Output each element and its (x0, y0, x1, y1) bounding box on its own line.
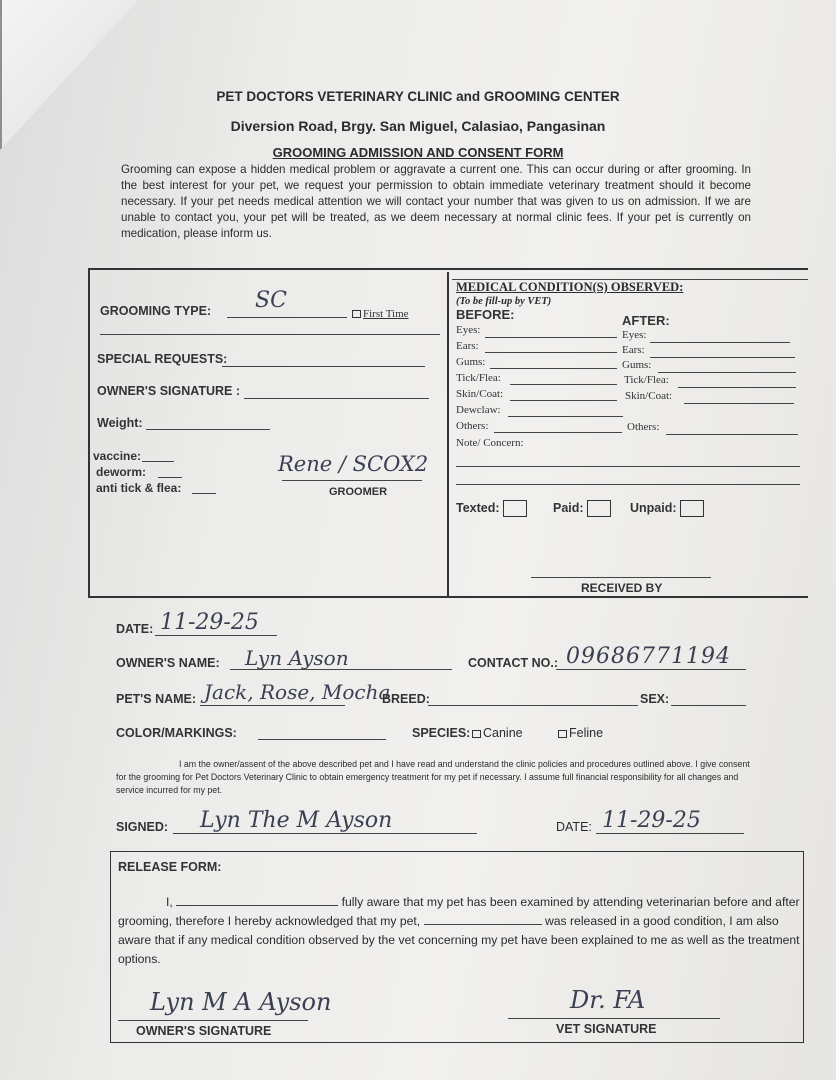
date-label: DATE: (116, 622, 154, 636)
weight-label: Weight: (97, 416, 143, 430)
owner-signature-value: Lyn M A Ayson (150, 988, 332, 1016)
after-item: Skin/Coat: (625, 390, 673, 402)
before-line[interactable] (494, 432, 622, 433)
vet-signature-value: Dr. FA (570, 986, 646, 1014)
form-title: GROOMING ADMISSION AND CONSENT FORM (272, 145, 564, 160)
contact-value: 09686771194 (566, 644, 731, 669)
breed-line[interactable] (428, 705, 638, 706)
owner-sig-line[interactable] (118, 1020, 308, 1021)
medical-title-rule (452, 279, 808, 280)
signed-line[interactable] (173, 833, 477, 834)
paid-field (553, 500, 611, 517)
unpaid-field (630, 500, 704, 517)
feline-label: Feline (569, 726, 604, 740)
groomer-label: GROOMER (329, 486, 388, 498)
first-time-checkbox[interactable] (352, 308, 409, 320)
note-line-1[interactable] (456, 466, 800, 467)
after-label: AFTER: (622, 313, 670, 328)
color-markings-line[interactable] (258, 739, 386, 740)
signed-label: SIGNED: (116, 820, 169, 834)
release-title: RELEASE FORM: (118, 860, 222, 874)
paid-checkbox[interactable] (587, 500, 611, 517)
before-line[interactable] (510, 384, 617, 385)
date-line[interactable] (155, 635, 277, 636)
consent-paragraph: I am the owner/assent of the above described pet and I have read and understand the clinic policies and procedures outlined above. I give consent for the grooming for Pet Doctors Veterinary Clinic to obtain emergency treatment for my pet if necessary. I assume full financial responsibility for all changes and service incurred for my pet. (116, 759, 750, 795)
vet-sig-label: VET SIGNATURE (556, 1022, 657, 1036)
after-item: Tick/Flea: (624, 374, 669, 386)
grooming-extra-line[interactable] (100, 334, 440, 335)
sex-label: SEX: (640, 692, 670, 706)
signed-value: Lyn The M Ayson (200, 808, 393, 833)
vaccine-line[interactable] (142, 461, 174, 462)
note-line-2[interactable] (456, 484, 800, 485)
first-time-box-icon[interactable] (352, 310, 361, 318)
before-line[interactable] (490, 368, 617, 369)
release-pet-blank[interactable] (424, 913, 542, 925)
medical-title: MEDICAL CONDITION(S) OBSERVED: (456, 280, 684, 294)
texted-field (456, 500, 527, 517)
unpaid-checkbox[interactable] (680, 500, 704, 517)
special-requests-line[interactable] (222, 366, 425, 367)
special-requests-label: SPECIAL REQUESTS: (97, 352, 228, 366)
clinic-address: Diversion Road, Brgy. San Miguel, Calasiao, Pangasinan (230, 118, 606, 134)
release-text-i: I, (166, 895, 173, 909)
pet-name-value: Jack, Rose, Mocha (204, 680, 391, 704)
after-line[interactable] (684, 403, 794, 404)
before-label: BEFORE: (456, 307, 515, 322)
contact-line[interactable] (556, 669, 746, 670)
owner-name-label: OWNER'S NAME: (116, 656, 220, 670)
after-item: Others: (627, 421, 660, 433)
anti-tick-line[interactable] (192, 493, 216, 494)
before-line[interactable] (508, 416, 623, 417)
feline-box-icon[interactable] (558, 730, 567, 738)
deworm-label: deworm: (96, 465, 147, 479)
before-line[interactable] (485, 352, 617, 353)
before-item: Gums: (456, 356, 486, 368)
species-label: SPECIES: (412, 726, 471, 740)
vaccine-label: vaccine: (93, 449, 142, 463)
pet-name-line[interactable] (200, 705, 345, 706)
intro-paragraph: Grooming can expose a hidden medical problem or aggravate a current one. This can occur during or after grooming. In the best interest for your pet, we request your permission to obtain immediate veterinary treatment should it become necessary. If your pet needs medical attention we will contact your number that was given to us on admission. If we are unable to contact you, your pet will be treated, as we deem necessary at normal clinic fees. If your pet is currently on medication, please inform us. (121, 163, 751, 240)
before-line[interactable] (510, 400, 617, 401)
after-line[interactable] (678, 387, 796, 388)
before-item: Others: (456, 420, 489, 432)
unpaid-label: Unpaid: (630, 500, 677, 515)
groomer-line[interactable] (282, 480, 422, 481)
after-line[interactable] (658, 372, 796, 373)
grooming-type-line[interactable] (227, 317, 347, 318)
after-line[interactable] (650, 357, 795, 358)
before-item: Note/ Concern: (456, 437, 524, 449)
texted-checkbox[interactable] (503, 500, 527, 517)
clinic-name: PET DOCTORS VETERINARY CLINIC and GROOMING CENTER (216, 89, 620, 104)
before-item: Dewclaw: (456, 404, 501, 416)
vet-sig-line[interactable] (508, 1018, 720, 1019)
release-name-blank[interactable] (176, 894, 338, 906)
groomer-value: Rene / SCOX2 (278, 452, 429, 476)
grooming-box-divider (447, 272, 449, 597)
after-line[interactable] (666, 434, 798, 435)
consent-date-value: 11-29-25 (602, 808, 701, 833)
texted-label: Texted: (456, 500, 500, 515)
consent-date-line[interactable] (596, 833, 744, 834)
release-paragraph (118, 893, 800, 969)
color-markings-label: COLOR/MARKINGS: (116, 726, 237, 740)
before-item: Tick/Flea: (456, 372, 501, 384)
weight-line[interactable] (146, 429, 270, 430)
after-item: Gums: (622, 359, 652, 371)
owner-sig-label: OWNER'S SIGNATURE (136, 1024, 272, 1038)
canine-option[interactable] (472, 726, 523, 740)
received-by-label: RECEIVED BY (581, 581, 663, 595)
after-line[interactable] (650, 342, 790, 343)
owner-signature-label: OWNER'S SIGNATURE : (97, 384, 241, 398)
breed-label: BREED: (382, 692, 430, 706)
received-by-line[interactable] (531, 577, 711, 578)
owner-name-value: Lyn Ayson (245, 646, 349, 670)
after-item: Eyes: (622, 329, 647, 341)
canine-label: Canine (483, 726, 523, 740)
grooming-type-value: SC (255, 288, 287, 313)
medical-note: (To be fill-up by VET) (456, 296, 552, 307)
grooming-type-label: GROOMING TYPE: (100, 304, 212, 318)
before-item: Eyes: (456, 324, 481, 336)
sex-line[interactable] (671, 705, 746, 706)
canine-box-icon[interactable] (472, 730, 481, 738)
pet-name-label: PET'S NAME: (116, 692, 197, 706)
date-value: 11-29-25 (160, 610, 259, 635)
before-line[interactable] (485, 337, 617, 338)
paid-label: Paid: (553, 500, 584, 515)
anti-tick-label: anti tick & flea: (96, 481, 182, 495)
release-text-2: was released in a good condition, I am also aware that if any medical condition observed by the vet concerning my pet have been explained to me as well as the treatment options. (118, 914, 800, 966)
owner-signature-line[interactable] (244, 398, 429, 399)
deworm-line[interactable] (158, 477, 182, 478)
first-time-label: First Time (363, 308, 409, 320)
after-item: Ears: (622, 344, 645, 356)
consent-date-label: DATE: (556, 820, 592, 834)
release-text-1: fully aware that my pet has been examined by attending veterinarian before and after grooming, therefore I hereby acknowledged that my pet, (118, 895, 800, 928)
feline-option[interactable] (558, 726, 603, 740)
contact-label: CONTACT NO.: (468, 656, 559, 670)
before-item: Skin/Coat: (456, 388, 504, 400)
before-item: Ears: (456, 340, 479, 352)
